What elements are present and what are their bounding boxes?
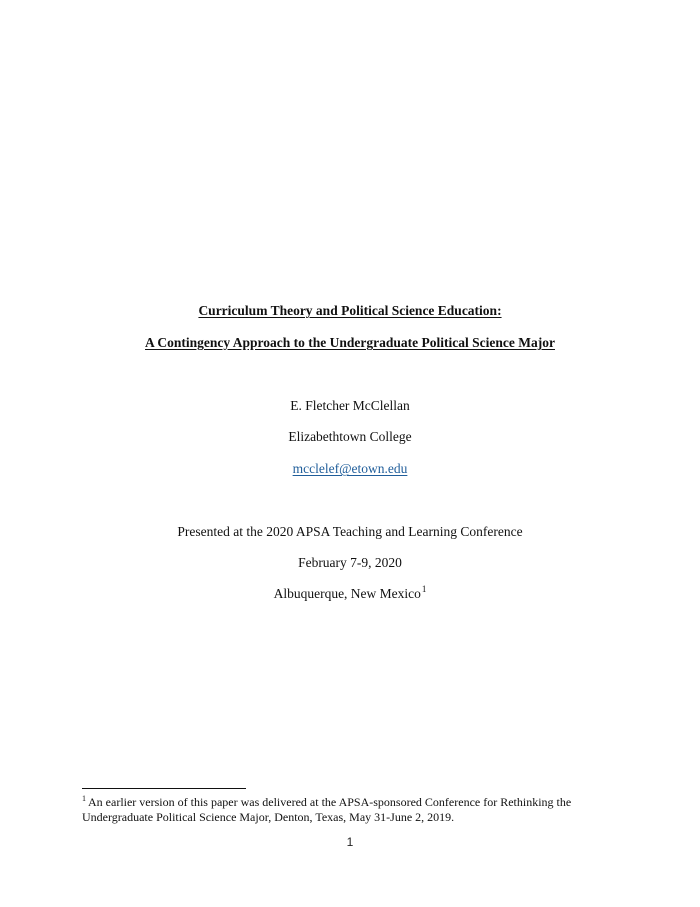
footnote-marker: 1	[82, 794, 86, 803]
author-institution: Elizabethtown College	[288, 429, 412, 444]
conference-location-text: Albuquerque, New Mexico	[273, 586, 421, 601]
conference-name: Presented at the 2020 APSA Teaching and Learning Conference	[177, 524, 523, 539]
paper-title: Curriculum Theory and Political Science Education:	[198, 303, 502, 318]
footnote-line-1	[82, 795, 642, 810]
paper-subtitle: A Contingency Approach to the Undergraduate Political Science Major	[145, 335, 555, 350]
conference-dates: February 7-9, 2020	[298, 555, 402, 570]
footnote-line-2: Undergraduate Political Science Major, Denton, Texas, May 31-June 2, 2019.	[82, 809, 455, 824]
author-name: E. Fletcher McClellan	[290, 398, 410, 413]
page-number: 1	[346, 835, 354, 849]
footnote-text-1: An earlier version of this paper was delivered at the APSA-sponsored Conference for Rethinking the	[88, 795, 572, 809]
footnote-divider	[82, 788, 246, 789]
conference-location	[0, 586, 700, 602]
footnote	[82, 795, 642, 824]
footnote-reference[interactable]: 1	[421, 584, 427, 594]
author-email-link[interactable]: mcclelef@etown.edu	[292, 461, 408, 476]
